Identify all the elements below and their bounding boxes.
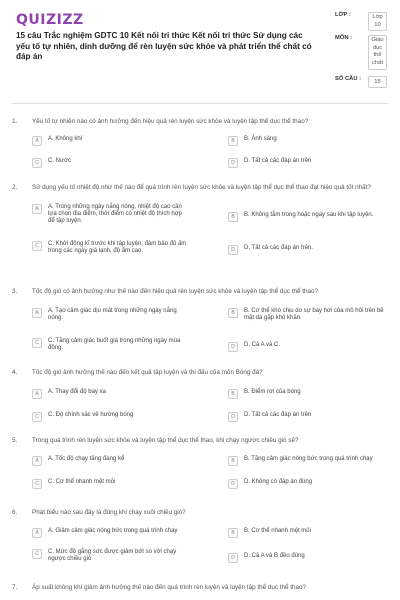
meta-mon-label: MÔN : [335, 35, 353, 42]
option-a[interactable] [32, 528, 190, 538]
option-text: C. Độ chính xác về hướng bóng [48, 411, 134, 418]
option-text: D. Không có đáp án đúng [244, 478, 313, 485]
option-c[interactable] [32, 338, 190, 353]
question-number: 1. [12, 118, 18, 125]
worksheet-meta [335, 12, 387, 88]
option-letter-box: B [228, 528, 238, 538]
option-letter-box: C [32, 412, 42, 422]
option-text: D. Tất cả các đáp án trên [244, 411, 312, 418]
option-text: A. Tạo cảm giác dịu mát trong những ngày nắng nóng. [48, 307, 177, 321]
header-divider [12, 103, 388, 104]
option-letter-box: D [228, 479, 238, 489]
question-number: 4. [12, 369, 18, 376]
option-letter-box: C [32, 158, 42, 168]
option-text: A. Tốc độ chạy tăng đáng kể [48, 455, 125, 462]
option-b[interactable] [228, 389, 384, 399]
question-number: 6. [12, 509, 18, 516]
option-text: A. Giảm cảm giác nóng bức trong quá trình chạy [48, 527, 178, 534]
option-text: C. Tăng cảm giác buốt giá trong những ngày mùa đông. [48, 337, 181, 351]
meta-mon [335, 35, 387, 69]
option-text: D. Cả A và B đều đúng [244, 552, 305, 559]
option-text: A. Không khí [48, 135, 83, 142]
question-text: Áp suất không khí giảm ảnh hưởng thế nào đến quá trình rèn luyện và luyện tập thể dục thể thao? [32, 584, 307, 591]
option-text: D. Tất cả các đáp án trên. [244, 244, 313, 251]
option-letter-box: B [228, 308, 238, 318]
question-7 [12, 584, 392, 593]
option-text: D. Tất cả các đáp án trên [244, 157, 312, 164]
option-a[interactable] [32, 308, 190, 323]
option-letter-box: D [228, 553, 238, 563]
option-a[interactable] [32, 456, 190, 466]
question-number: 7. [12, 584, 18, 591]
worksheet-title: 15 câu Trắc nghiệm GDTC 10 Kết nối tri thức Kết nối tri thức Sử dụng các yếu tố tự nhiên, dinh dưỡng để rèn luyện sức khỏe và phát triển thể chất có đáp án [16, 31, 312, 61]
option-d[interactable] [228, 342, 384, 352]
option-letter-box: D [228, 158, 238, 168]
option-text: B. Điểm rơi của bóng [244, 388, 301, 395]
option-b[interactable] [228, 528, 384, 538]
option-b[interactable] [228, 212, 384, 222]
option-letter-box: B [228, 456, 238, 466]
option-c[interactable] [32, 479, 190, 489]
question-number: 5. [12, 437, 18, 444]
option-text: C. Mức độ gắng sức được giảm bớt so với chạy ngược chiều gió [48, 548, 177, 562]
option-text: B. Cơ thể nhanh mệt mỏi [244, 527, 311, 534]
option-text: B. Không tắm trong hoặc ngay sau khi tập luyện. [244, 211, 374, 218]
question-6 [12, 509, 392, 573]
question-1 [12, 118, 392, 168]
option-a[interactable] [32, 204, 190, 226]
option-text: B. Tăng cảm giác nóng bức trong quá trình chạy [244, 455, 373, 462]
option-d[interactable] [228, 479, 384, 489]
option-text: D. Cả A và C. [244, 341, 281, 348]
meta-socau-label: SỐ CÂU : [335, 75, 362, 82]
question-text: Tốc độ gió có ảnh hưởng như thế nào đến hiệu quả rèn luyện sức khỏe và luyện tập thể dục thể thao? [32, 288, 318, 295]
question-text: Trong quá trình rèn luyện sức khỏe và luyện tập thể dục thể thao, khi chạy ngược chiều gió sẽ? [32, 437, 299, 444]
option-c[interactable] [32, 241, 190, 256]
question-text: Sử dụng yếu tố nhiệt độ như thế nào để quá trình rèn luyện sức khỏe và luyện tập thể dục thể thao đạt hiệu quả tốt nhất? [32, 184, 371, 191]
option-text: C. Khởi động kĩ trước khi tập luyện, đảm bảo đủ ấm trong các ngày giá lạnh, độ ẩm cao. [48, 240, 187, 254]
option-text: C. Cơ thể nhanh mệt mỏi [48, 478, 116, 485]
option-letter-box: C [32, 479, 42, 489]
option-c[interactable] [32, 549, 190, 564]
meta-mon-value: Giáo dục thể chất [368, 35, 387, 69]
question-text: Tốc độ gió ảnh hưởng thế nào đến kết quả tập luyện và thi đấu của môn Bóng đá? [32, 369, 263, 376]
option-letter-box: B [228, 212, 238, 222]
option-b[interactable] [228, 308, 384, 323]
option-letter-box: A [32, 308, 42, 318]
option-letter-box: B [228, 389, 238, 399]
option-a[interactable] [32, 389, 190, 399]
option-letter-box: A [32, 136, 42, 146]
option-text: B. Cơ thể khó chịu do sự bay hơi của mồ hôi trên bề mặt da gặp khó khăn. [244, 307, 384, 321]
option-letter-box: C [32, 241, 42, 251]
meta-socau-value: 15 [368, 76, 387, 88]
option-letter-box: A [32, 456, 42, 466]
option-d[interactable] [228, 412, 384, 422]
question-3 [12, 288, 392, 358]
option-text: A. Thay đổi độ bay xa [48, 388, 106, 395]
option-text: C. Nước [48, 157, 71, 164]
option-letter-box: B [228, 136, 238, 146]
option-b[interactable] [228, 456, 384, 466]
meta-lop-value: Lớp 10 [368, 12, 387, 31]
question-number: 2. [12, 184, 18, 191]
option-c[interactable] [32, 412, 190, 422]
option-letter-box: A [32, 204, 42, 214]
option-d[interactable] [228, 245, 384, 255]
question-2 [12, 184, 392, 268]
option-d[interactable] [228, 553, 384, 563]
option-letter-box: D [228, 342, 238, 352]
meta-lop [335, 12, 387, 31]
option-letter-box: A [32, 528, 42, 538]
option-letter-box: A [32, 389, 42, 399]
question-text: Yếu tố tự nhiên nào có ảnh hưởng đến hiệu quả rèn luyện sức khỏe và luyện tập thể dục thể thao? [32, 118, 309, 125]
option-d[interactable] [228, 158, 384, 168]
option-letter-box: D [228, 412, 238, 422]
option-b[interactable] [228, 136, 384, 146]
question-number: 3. [12, 288, 18, 295]
option-letter-box: C [32, 549, 42, 559]
option-text: A. Trong những ngày nắng nóng, nhiệt độ cao cần lựa chọn địa điểm, thời điểm có nhiệt độ thích hợp để tập luyện. [48, 203, 182, 225]
question-4 [12, 369, 392, 419]
question-text: Phát biểu nào sau đây là đúng khi chạy xuôi chiều gió? [32, 509, 186, 516]
option-text: B. Ánh sáng [244, 135, 277, 142]
quizizz-logo: QUIZIZZ [16, 12, 84, 28]
option-letter-box: D [228, 245, 238, 255]
option-letter-box: C [32, 338, 42, 348]
option-c[interactable] [32, 158, 190, 168]
question-5 [12, 437, 392, 487]
option-a[interactable] [32, 136, 190, 146]
meta-lop-label: LỚP : [335, 12, 351, 18]
meta-socau [335, 76, 387, 88]
